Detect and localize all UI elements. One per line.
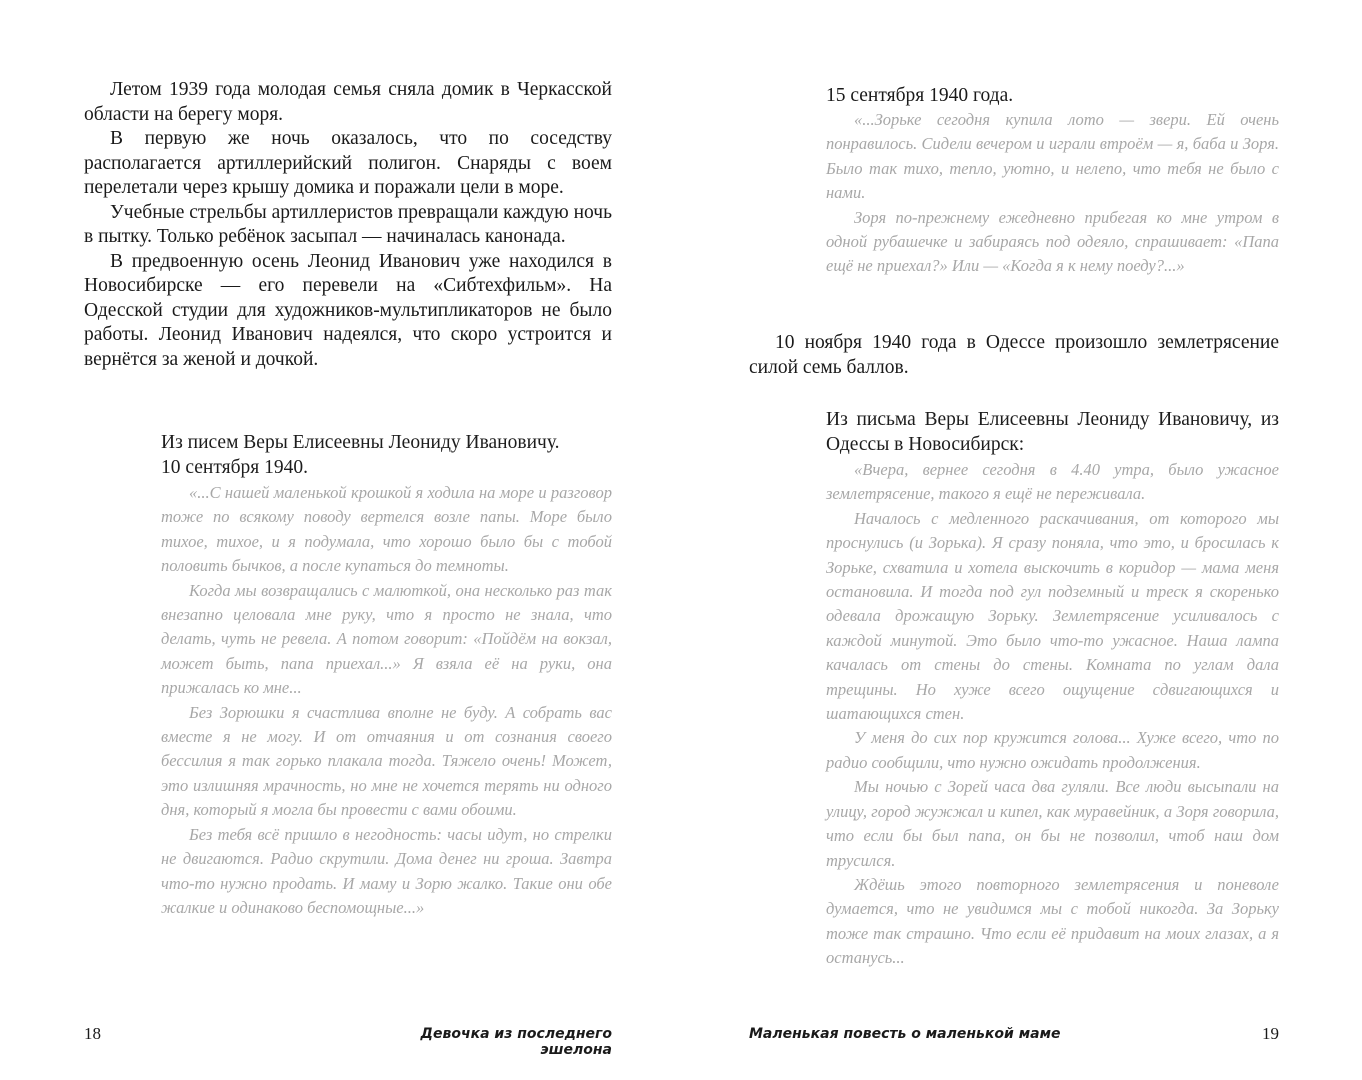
running-title: Девочка из последнего эшелона — [420, 1026, 612, 1058]
paragraph: В первую же ночь оказалось, что по соседству располагается артиллерийский полигон. Снаряды с воем перелетали через крышу домика и поражали цели в море. — [84, 128, 612, 198]
letter-paragraph: «...С нашей маленькой крошкой я ходила на море и разговор тоже по всякому поводу вертелся возле папы. Море было тихое, тихое, и я подумала, что хорошо было бы с тобой половить бычков, а после купаться до темноты. — [161, 483, 612, 576]
paragraph: В предвоенную осень Леонид Иванович уже находился в Новосибирске — его перевели на «Сибтехфильм». На Одесской студии для художников-мультипликаторов не было работы. Леонид Иванович надеялся, что скоро устроится и вернётся за женой и дочкой. — [84, 250, 612, 370]
running-title: Маленькая повесть о маленькой маме — [749, 1026, 1061, 1042]
letter-paragraph: Без тебя всё пришло в негодность: часы идут, но стрелки не двигаются. Радио скрутили. Дома денег ни гроша. Завтра что-то нужно продать. И маму и Зорю жалко. Такие они обе жалкие и одинаково беспомощные...» — [161, 824, 612, 917]
letter-paragraph: «...Зорьке сегодня купила лото — звери. Ей очень понравилось. Сидели вечером и играли втроём — я, баба и Зоря. Было так тихо, тепло, уютно, и нелепо, что тебя не было с нами. — [826, 110, 1279, 203]
letter-paragraph: У меня до сих пор кружится голова... Хуже всего, что по радио сообщили, что нужно ожидать продолжения. — [826, 728, 1279, 772]
letter-paragraph: Зоря по-прежнему ежедневно прибегая ко мне утром в одной рубашечке и забираясь под одеяло, спрашивает: «Папа ещё не приехал?» Или — «Когда я к нему поеду?...» — [826, 207, 1279, 276]
letter-heading: Из письма Веры Елисеевны Леониду Ивановичу, из Одессы в Новосибирск: — [826, 409, 1279, 455]
page-number: 19 — [1262, 1024, 1279, 1043]
letter-paragraph: Ждёшь этого повторного землетрясения и поневоле думается, что не увидимся мы с тобой никогда. За Зорьку тоже так страшно. Что если её придавит на моих глазах, а я останусь... — [826, 874, 1279, 968]
date-heading: 15 сентября 1940 года. — [826, 85, 1014, 106]
paragraph: Летом 1939 года молодая семья сняла домик в Черкасской области на берегу моря. — [84, 79, 612, 125]
letter-date: 10 сентября 1940. — [161, 456, 308, 478]
letter-paragraph: Мы ночью с Зорей часа два гуляли. Все люди высыпали на улицу, город жужжал и кипел, как муравейник, а Зоря говорила, что если бы был папа, он бы не позволил, чтоб наш дом трусился. — [826, 777, 1279, 870]
letter-text — [161, 481, 612, 920]
paragraph: Учебные стрельбы артиллеристов превращали каждую ночь в пытку. Только ребёнок засыпал — начиналась канонада. — [84, 201, 612, 247]
letter-text-second — [826, 458, 1279, 971]
letter-heading-title: Из писем Веры Елисеевны Леониду Ивановичу. — [161, 432, 560, 453]
right-page — [681, 0, 1362, 1080]
letter-text-first — [826, 108, 1279, 279]
left-body-text — [84, 78, 612, 372]
page-number: 18 — [84, 1024, 101, 1043]
letter-paragraph: Когда мы возвращались с малюткой, она несколько раз так внезапно целовала мне руку, что я просто не знала, что делать, чуть не ревела. А потом говорит: «Пойдём на вокзал, может быть, папа приехал...» Я взяла её на руки, она прижалась ко мне... — [161, 580, 612, 698]
letter-heading — [161, 431, 611, 480]
letter-paragraph: Началось с медленного раскачивания, от которого мы проснулись (и Зорька). Я сразу поняла, что это, и бросилась к Зорьке, схватила и хотела выскочить в коридор — мама меня остановила. И тогда под гул подземный и треск я скоренько одевала дрожащую Зорьку. Землетрясение усиливалось с каждой минутой. Это было что-то ужасное. Наша лампа качалась от стены до стены. Комната по углам дала трещины. Но хуже всего ощущение сдвигающихся и шатающихся стен. — [826, 508, 1279, 724]
paragraph: 10 ноября 1940 года в Одессе произошло землетрясение силой семь баллов. — [749, 332, 1279, 378]
letter-paragraph: «Вчера, вернее сегодня в 4.40 утра, было ужасное землетрясение, такого я ещё не переживала. — [826, 460, 1279, 504]
letter-paragraph: Без Зорюшки я счастлива вполне не буду. А собрать вас вместе я не могу. И от отчаяния и от сознания своего бессилия я так горько плакала тогда. Тяжело очень! Может, это излишняя мрачность, но мне не хочется терять ни одного дня, который я могла бы провести с вами обоими. — [161, 702, 612, 820]
right-body-text — [749, 331, 1279, 380]
